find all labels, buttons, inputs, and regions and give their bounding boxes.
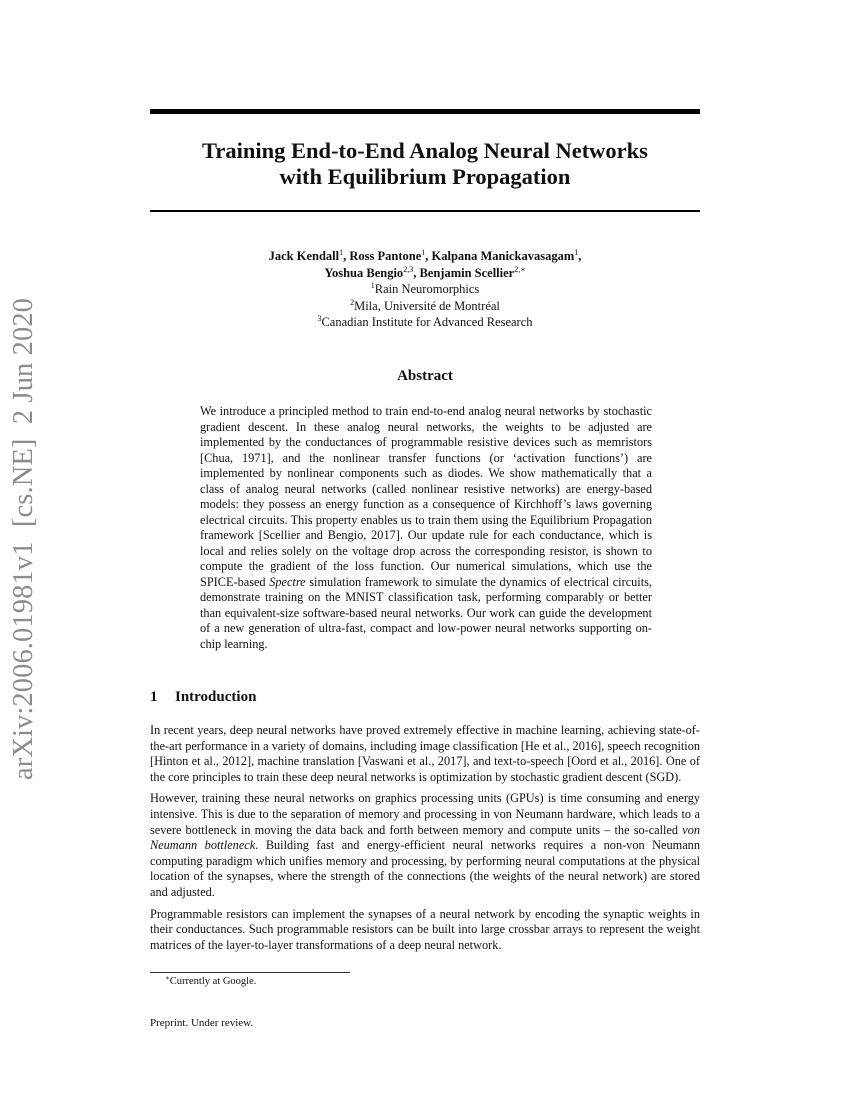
paragraph-part: However, training these neural networks on graphics processing units (GPUs) is time consuming and energy intensive. This is due to the separation of memory and processing in von Neumann hardware, which leads to a severe bottleneck in moving the data back and forth between memory and compute units – the so-called <box>150 791 700 837</box>
footnote-mark: ∗ <box>165 974 170 982</box>
title-rule-top <box>150 109 700 114</box>
author-name: Jack Kendall <box>268 249 340 263</box>
abstract-heading: Abstract <box>397 368 453 384</box>
affiliation <box>150 298 700 315</box>
title-rule-bottom <box>150 210 700 212</box>
affiliation-name: Canadian Institute for Advanced Research <box>321 315 533 329</box>
footnote-rule <box>150 972 350 973</box>
affiliation-mark: 1 <box>370 281 375 290</box>
arxiv-date: 2 Jun 2020 <box>8 297 39 425</box>
author-line-2 <box>150 265 700 282</box>
paragraph-part: . Building fast and energy-efficient neural networks requires a non-von Neumann computing paradigm which unifies memory and processing, by performing neural computations at the physical location of the synapses, where the strength of the connections (the weights of the neural network) are stored and adjusted. <box>150 838 700 899</box>
author-affil-mark: 2,∗ <box>514 264 526 274</box>
abstract-text-part: We introduce a principled method to train end-to-end analog neural networks by stochastic gradient descent. In these analog neural networks, the weights to be adjusted are implemented by the conductances of programmable resistive devices such as memristors [Chua, 1971], and the nonlinear transfer functions (or ‘activation functions’) are implemented by nonlinear components such as diodes. We show mathematically that a class of analog neural networks (called nonlinear resistive networks) are energy-based models: they possess an energy function as a consequence of Kirchhoff’s laws governing electrical circuits. This property enables us to train them using the Equilibrium Propagation framework [Scellier and Bengio, 2017]. Our update rule for each conductance, which is local and relies solely on the voltage drop across the corresponding resistor, is shown to compute the gradient of the loss function. Our numerical simulations, which use the SPICE-based <box>200 404 652 589</box>
abstract-text <box>200 404 652 652</box>
author-affil-mark: 1 <box>339 248 344 257</box>
section-heading-introduction <box>150 689 256 706</box>
section-title: Introduction <box>175 689 257 705</box>
author-sep: , <box>578 249 582 263</box>
author-name: Ross Pantone <box>349 249 422 263</box>
author-affil-mark: 2,3 <box>403 264 414 274</box>
preprint-footer: Preprint. Under review. <box>150 1017 254 1029</box>
paper-title <box>150 138 700 190</box>
author-affil-mark: 1 <box>574 248 579 257</box>
introduction-body <box>150 723 700 959</box>
author-name: Kalpana Manickavasagam <box>431 249 575 263</box>
footnote <box>165 976 256 987</box>
author-sep: , <box>425 249 432 263</box>
abstract-text-part: simulation framework to simulate the dynamics of electrical circuits, demonstrate training on the MNIST classification task, performing comparably or better than equivalent-size software-based neural networks. Our work can guide the development of a new generation of ultra-fast, compact and low-power neural networks supporting on-chip learning. <box>200 574 652 651</box>
affiliation-name: Mila, Université de Montréal <box>354 298 500 313</box>
author-affil-mark: 1 <box>421 248 426 257</box>
affiliation <box>150 314 700 331</box>
title-line-2: with Equilibrium Propagation <box>279 164 571 189</box>
section-number: 1 <box>150 689 158 705</box>
footnote-text: Currently at Google. <box>169 976 257 987</box>
author-sep: , <box>413 265 420 280</box>
author-block <box>150 248 700 331</box>
affiliation-mark: 3 <box>317 314 322 323</box>
abstract-italic-term: Spectre <box>269 574 306 589</box>
affiliation-name: Rain Neuromorphics <box>374 282 480 296</box>
affiliation-mark: 2 <box>350 297 355 307</box>
paragraph <box>150 791 700 900</box>
title-line-1: Training End-to-End Analog Neural Networks <box>202 138 648 163</box>
paragraph-italic-term: von Neumann bottleneck <box>150 822 700 853</box>
paragraph: In recent years, deep neural networks have proved extremely effective in machine learning, achieving state-of-the-art performance in a variety of domains, including image classification [He et al., 2016], speech recognition [Hinton et al., 2012], machine translation [Vaswani et al., 2017], and text-to-speech [Oord et al., 2016]. One of the core principles to train these deep neural networks is optimization by stochastic gradient descent (SGD). <box>150 723 700 784</box>
author-name: Benjamin Scellier <box>419 265 515 280</box>
affiliation <box>150 281 700 298</box>
paragraph: Programmable resistors can implement the synapses of a neural network by encoding the synaptic weights in their conductances. Such programmable resistors can be built into large crossbar arrays to represent the weight matrices of the layer-to-layer transformations of a deep neural network. <box>150 906 700 952</box>
author-sep: , <box>343 249 350 263</box>
author-name: Yoshua Bengio <box>324 265 404 280</box>
author-line-1 <box>150 248 700 265</box>
arxiv-id: arXiv:2006.01981v1 <box>8 541 39 780</box>
arxiv-category: [cs.NE] <box>8 438 39 528</box>
arxiv-stamp <box>8 298 40 780</box>
